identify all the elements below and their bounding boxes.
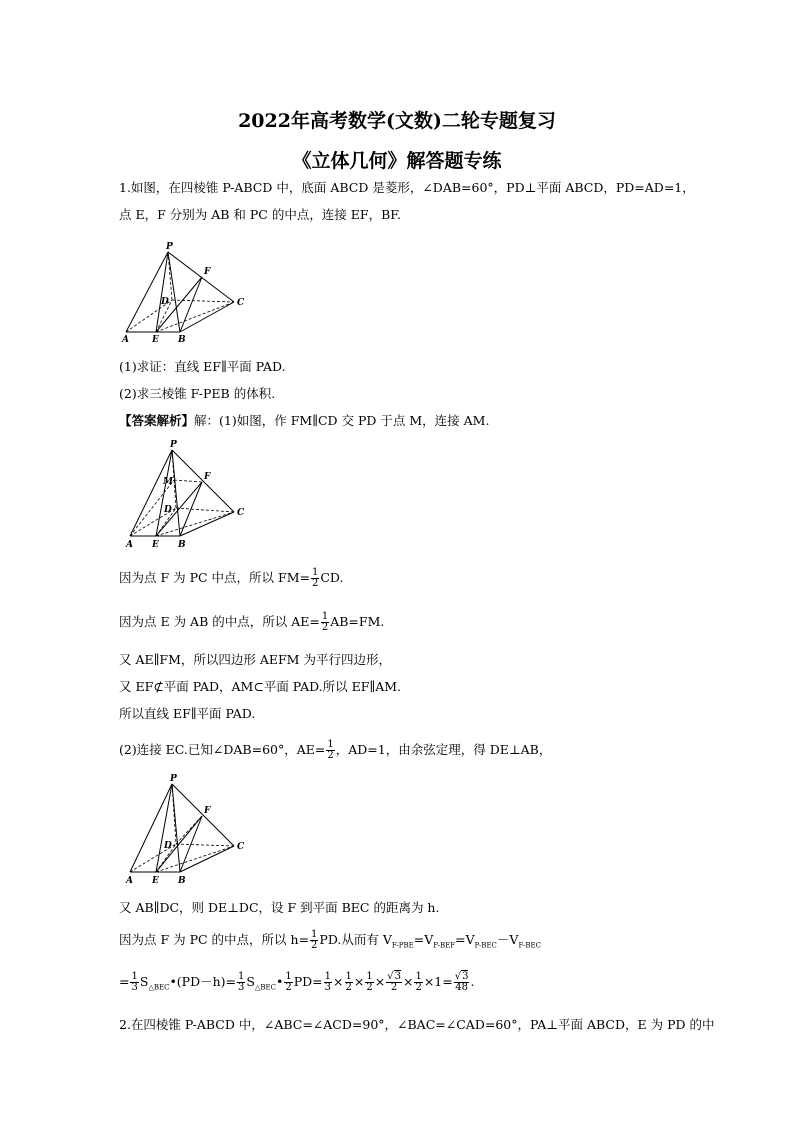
fraction-third: $\frac{1}{3}$ — [324, 971, 332, 993]
document-subtitle: 《立体几何》解答题专练 — [292, 150, 502, 172]
sol-line8: 因为点 F 为 PC 的中点，所以 h= $\frac{1}{2}$ PD.从而有 $V_{F-PBE}=V_{P-BEF}=V_{P-BEC}-V_{F-BEC}$ — [119, 929, 541, 951]
label-P: P — [166, 242, 173, 252]
label-D: D — [164, 505, 172, 515]
fraction-half: $\frac{1}{2}$ — [311, 929, 318, 951]
label-F: F — [204, 472, 211, 482]
document-title: 2022年高考数学(文数)二轮专题复习 — [238, 110, 556, 132]
label-B: B — [178, 335, 186, 345]
q1-part2: (2)求三棱锥 F-PEB 的体积. — [119, 386, 276, 401]
fraction-third: $\frac{1}{3}$ — [238, 971, 245, 993]
q1-line2: 点 E，F 分别为 AB 和 PC 的中点，连接 EF，BF. — [119, 207, 401, 222]
label-P: P — [170, 440, 177, 450]
label-C: C — [237, 298, 245, 308]
label-A: A — [126, 540, 133, 550]
fraction-half: $\frac{1}{2}$ — [345, 971, 352, 993]
label-M: M — [163, 477, 173, 487]
fraction-half: $\frac{1}{2}$ — [327, 739, 334, 761]
label-C: C — [237, 842, 245, 852]
label-E: E — [152, 335, 159, 345]
label-B: B — [178, 540, 186, 550]
label-A: A — [126, 876, 133, 886]
label-C: C — [237, 508, 245, 518]
sol-line1: 因为点 F 为 PC 中点，所以 FM= $\frac{1}{2}$ CD. — [119, 567, 344, 589]
label-F: F — [204, 267, 211, 277]
sol-line6: (2)连接 EC.已知∠DAB=60°，AE= $\frac{1}{2}$ ，AD=1，由余弦定理，得 DE⊥AB， — [119, 739, 552, 761]
fraction-half: $\frac{1}{2}$ — [311, 567, 319, 589]
q1-part1: (1)求证：直线 EF∥平面 PAD. — [119, 359, 286, 374]
label-D: D — [161, 297, 169, 307]
sol-line5: 所以直线 EF∥平面 PAD. — [119, 706, 256, 721]
fraction-half: $\frac{1}{2}$ — [285, 971, 292, 993]
fraction-sqrt3-over-2: $\frac{√3}{2}$ — [387, 971, 401, 993]
pyramid-figure-2 — [120, 438, 250, 550]
fraction-half: $\frac{1}{2}$ — [321, 611, 329, 633]
fraction-half: $\frac{1}{2}$ — [415, 971, 422, 993]
answer-text: 解：(1)如图，作 FM∥CD 交 PD 于点 M，连接 AM. — [194, 413, 490, 428]
q2-line1: 2.在四棱锥 P-ABCD 中，∠ABC=∠ACD=90°，∠BAC=∠CAD=60°，PA⊥平面 ABCD，E 为 PD 的中 — [119, 1017, 715, 1032]
label-B: B — [178, 876, 186, 886]
answer-tag: 【答案解析】 — [119, 413, 195, 428]
fraction-sqrt3-over-48: $\frac{√3}{48}$ — [454, 971, 469, 993]
label-A: A — [122, 335, 129, 345]
sol-line7: 又 AB∥DC，则 DE⊥DC，设 F 到平面 BEC 的距离为 h. — [119, 900, 440, 915]
q1-answer — [119, 413, 489, 429]
label-P: P — [170, 774, 177, 784]
sol-line2: 因为点 E 为 AB 的中点，所以 AE= $\frac{1}{2}$ AB=FM. — [119, 611, 385, 633]
q1-line1: 1.如图，在四棱锥 P-ABCD 中，底面 ABCD 是菱形，∠DAB=60°，PD⊥平面 ABCD，PD=AD=1， — [119, 180, 695, 195]
label-D: D — [164, 841, 172, 851]
fraction-third: $\frac{1}{3}$ — [131, 971, 138, 993]
sol-line4: 又 EF⊄平面 PAD，AM⊂平面 PAD.所以 EF∥AM. — [119, 679, 401, 694]
sol-line3: 又 AE∥FM，所以四边形 AEFM 为平行四边形， — [119, 652, 391, 667]
label-E: E — [152, 876, 159, 886]
sol-line9: = $\frac{1}{3}$ $S_{\triangle BEC}•(PD-h)=$ $\frac{1}{3}$ $S_{\triangle BEC}•$ $\frac{1}{2}$ PD= $\frac{1}{3}$ × $\frac{1}{2}$ × $\frac{1}{2}$ × $\frac{√3}{2}$ × $\frac{1}{2}$ ×1= $\frac{√3}{48}$ . — [119, 971, 475, 993]
fraction-half: $\frac{1}{2}$ — [366, 971, 373, 993]
pyramid-figure-3 — [120, 772, 250, 886]
pyramid-figure-1 — [120, 240, 250, 348]
label-E: E — [152, 540, 159, 550]
label-F: F — [204, 806, 211, 816]
